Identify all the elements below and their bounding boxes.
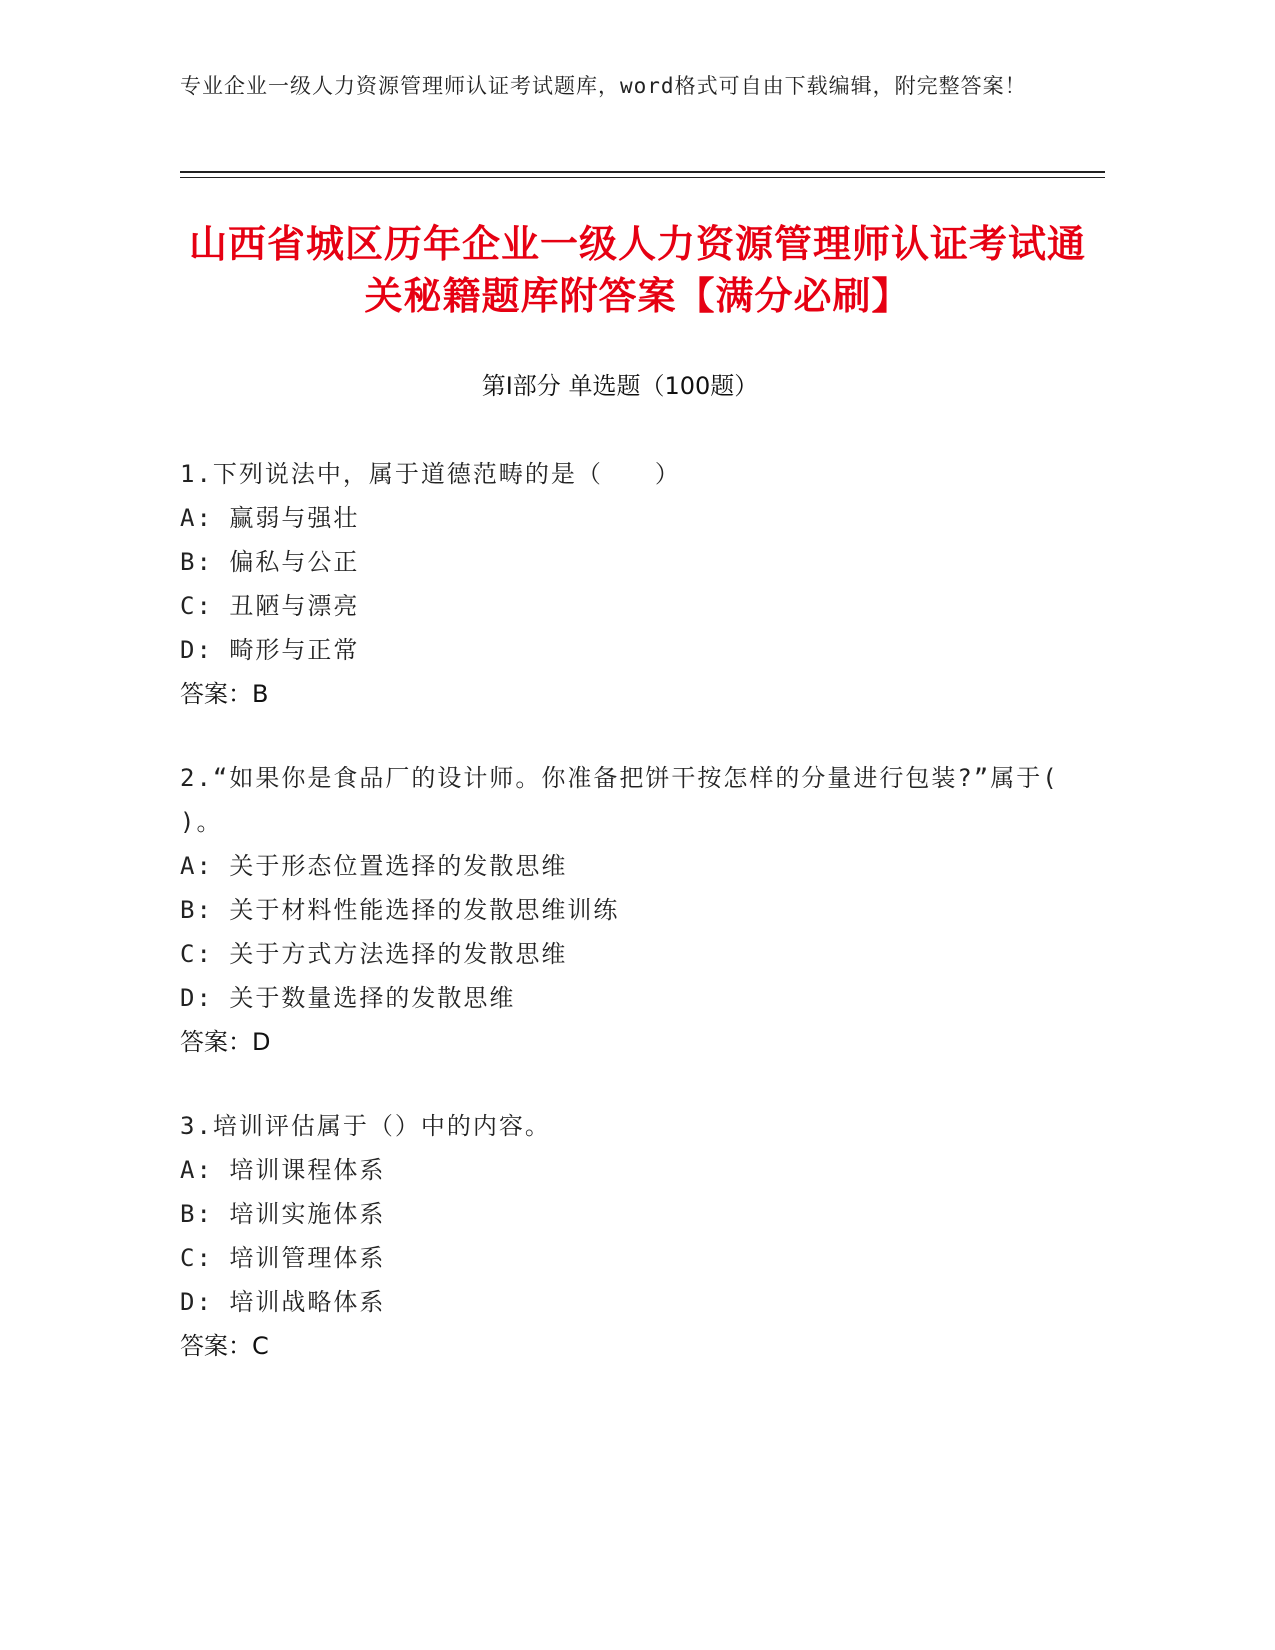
header-note: 专业企业一级人力资源管理师认证考试题库，word格式可自由下载编辑，附完整答案！: [180, 74, 1027, 98]
header-divider-thin: [180, 177, 1105, 178]
question-stem: 2.“如果你是食品厂的设计师。你准备把饼干按怎样的分量进行包装?”属于( )。: [180, 764, 1059, 836]
section-heading: 第I部分 单选题（100题）: [481, 372, 759, 400]
header-divider-thick: [180, 171, 1105, 173]
option-c: C: 培训管理体系: [180, 1244, 386, 1272]
option-b: B: 偏私与公正: [180, 548, 360, 576]
option-d: D: 培训战略体系: [180, 1288, 386, 1316]
option-a: A: 关于形态位置选择的发散思维: [180, 852, 568, 880]
option-d: D: 畸形与正常: [180, 636, 360, 664]
option-d: D: 关于数量选择的发散思维: [180, 984, 516, 1012]
document-title: 山西省城区历年企业一级人力资源管理师认证考试通关秘籍题库附答案【满分必刷】: [188, 222, 1086, 318]
option-c: C: 关于方式方法选择的发散思维: [180, 940, 568, 968]
option-c: C: 丑陋与漂亮: [180, 592, 360, 620]
question-3: [180, 1104, 1060, 1368]
answer: 答案：C: [180, 1332, 269, 1360]
option-a: A: 培训课程体系: [180, 1156, 386, 1184]
answer: 答案：D: [180, 1028, 271, 1056]
option-b: B: 关于材料性能选择的发散思维训练: [180, 896, 620, 924]
question-stem: 3.培训评估属于（）中的内容。: [180, 1112, 551, 1140]
answer: 答案：B: [180, 680, 269, 708]
question-1: [180, 452, 1060, 716]
option-a: A: 赢弱与强壮: [180, 504, 360, 532]
question-stem: 1.下列说法中，属于道德范畴的是（ ）: [180, 460, 681, 488]
question-2: [180, 756, 1060, 1064]
option-b: B: 培训实施体系: [180, 1200, 386, 1228]
question-list: [180, 452, 1060, 1408]
